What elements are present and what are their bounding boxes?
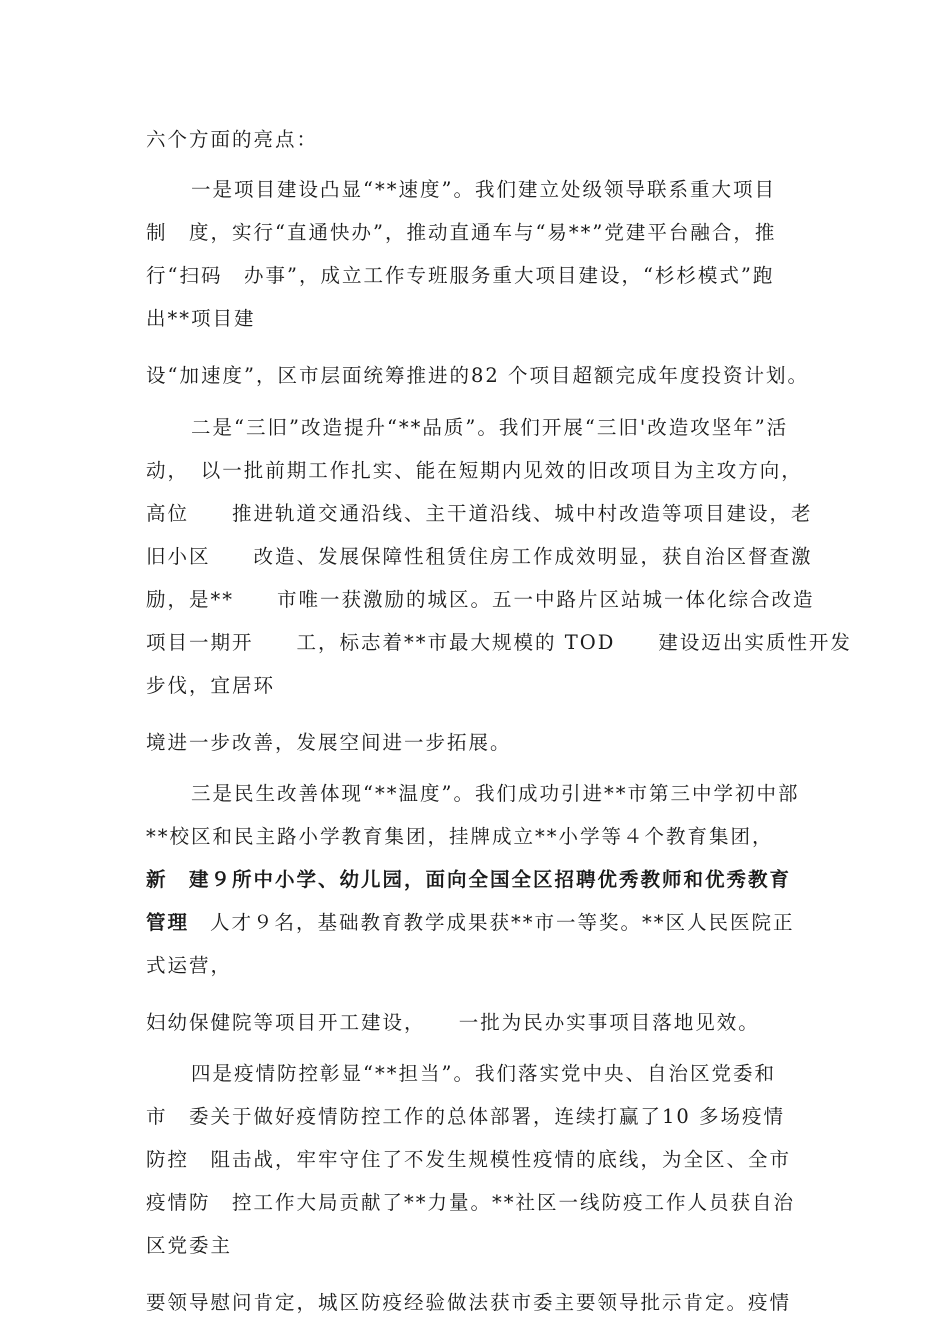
text-line: 疫情防 控工作大局贡献了**力量。**社区一线防疫工作人员获自治 bbox=[146, 1191, 796, 1214]
text-line: 行“扫码 办事”，成立工作专班服务重大项目建设，“杉杉模式”跑 bbox=[146, 264, 775, 287]
text-line: **校区和民主路小学教育集团，挂牌成立**小学等４个教育集团， bbox=[146, 825, 774, 848]
bold-text-fragment: 管理 bbox=[146, 911, 190, 934]
text-line: 防控 阻击战，牢牢守住了不发生规模性疫情的底线，为全区、全市 bbox=[146, 1148, 792, 1171]
text-line: 设“加速度”，区市层面统筹推进的82 个项目超额完成年度投资计划。 bbox=[146, 364, 809, 387]
bold-text-line: 新 建９所中小学、幼儿园，面向全国全区招聘优秀教师和优秀教育 bbox=[146, 868, 792, 891]
text-line: 市 委关于做好疫情防控工作的总体部署，连续打赢了10 多场疫情 bbox=[146, 1105, 786, 1128]
text-line: 妇幼保健院等项目开工建设， 一批为民办实事项目落地见效。 bbox=[146, 1011, 760, 1034]
text-line: 区党委主 bbox=[146, 1234, 233, 1257]
text-line: 要领导慰问肯定，城区防疫经验做法获市委主要领导批示肯定。疫情 bbox=[146, 1291, 792, 1314]
text-line: 高位 推进轨道交通沿线、主干道沿线、城中村改造等项目建设，老 bbox=[146, 502, 813, 525]
paragraph-4-first-line: 四是疫情防控彰显“**担当”。我们落实党中央、自治区党委和 bbox=[191, 1062, 776, 1085]
text-line: 六个方面的亮点： bbox=[146, 128, 319, 151]
text-line: 出**项目建 bbox=[146, 307, 256, 330]
text-line: 旧小区 改造、发展保障性租赁住房工作成效明显，获自治区督查激 bbox=[146, 545, 813, 568]
text-line: 步伐，宜居环 bbox=[146, 674, 276, 697]
text-line: 制 度，实行“直通快办”，推动直通车与“易**”党建平台融合，推 bbox=[146, 221, 777, 244]
text-line: 式运营， bbox=[146, 954, 233, 977]
text-line: 人才９名，基础教育教学成果获**市一等奖。**区人民医院正 bbox=[210, 911, 795, 934]
paragraph-1-first-line: 一是项目建设凸显“**速度”。我们建立处级领导联系重大项目 bbox=[191, 178, 776, 201]
text-line: 励，是** 市唯一获激励的城区。五一中路片区站城一体化综合改造 bbox=[146, 588, 815, 611]
paragraph-3-first-line: 三是民生改善体现“**温度”。我们成功引进**市第三中学初中部 bbox=[191, 782, 800, 805]
text-line: 境进一步改善，发展空间进一步拓展。 bbox=[146, 731, 512, 754]
text-line: 项目一期开 工，标志着**市最大规模的 TOD 建设迈出实质性开发 bbox=[146, 631, 852, 654]
text-line: 动， 以一批前期工作扎实、能在短期内见效的旧改项目为主攻方向， bbox=[146, 459, 803, 482]
paragraph-2-first-line: 二是“三旧”改造提升“**品质”。我们开展“三旧'改造攻坚年”活 bbox=[191, 416, 789, 439]
